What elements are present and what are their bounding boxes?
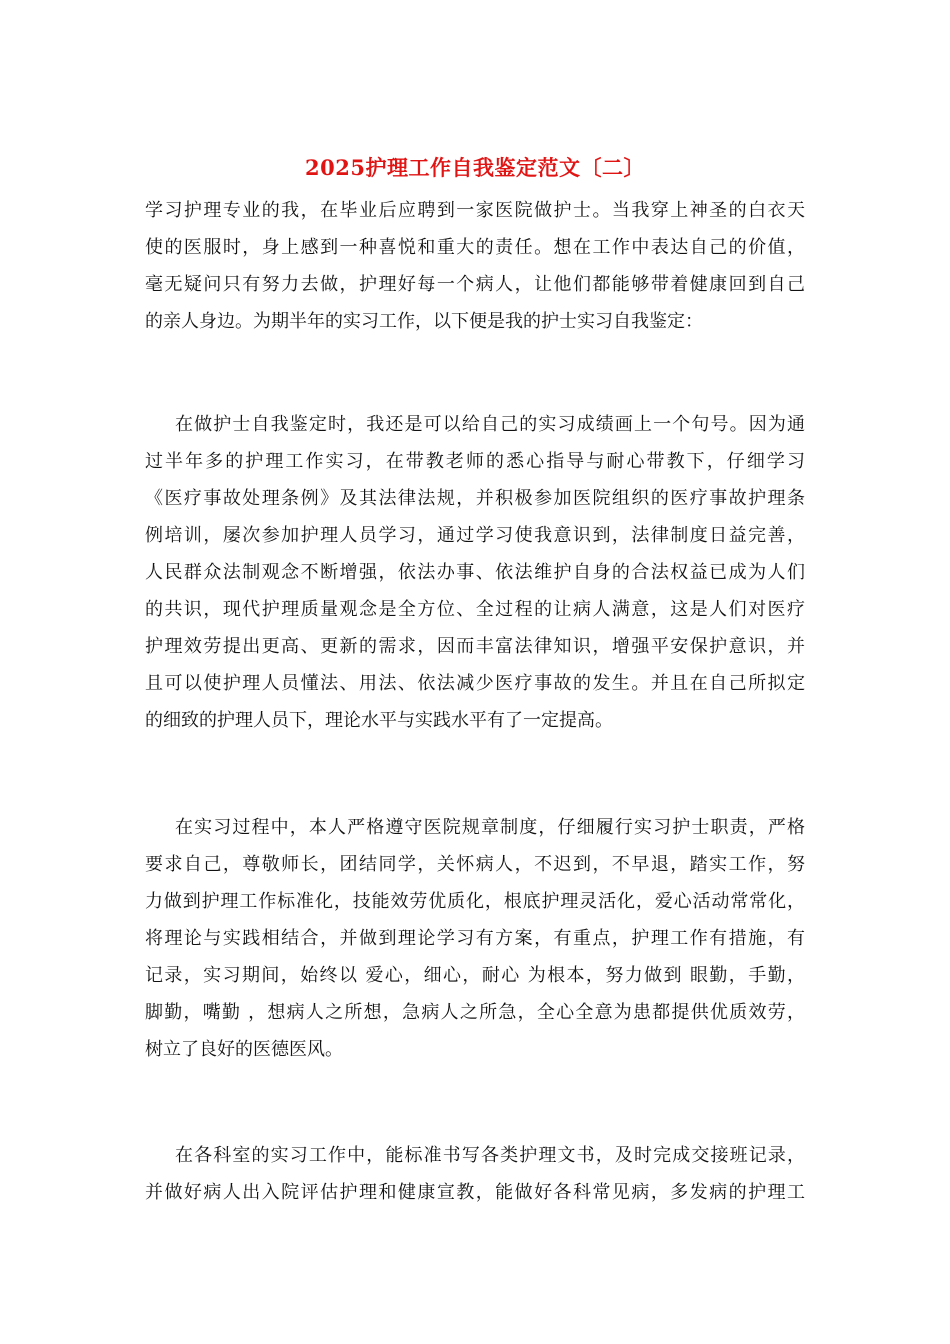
paragraph-line: 在各科室的实习工作中，能标准书写各类护理文书，及时完成交接班记录， bbox=[175, 1145, 805, 1166]
paragraph-line: 要求自己，尊敬师长，团结同学，关怀病人，不迟到，不早退，踏实工作，努 bbox=[145, 854, 805, 875]
paragraph-line: 记录，实习期间，始终以 爱心，细心，耐心 为根本，努力做到 眼勤，手勤， bbox=[145, 965, 805, 986]
paragraph-line: 且可以使护理人员懂法、用法、依法减少医疗事故的发生。并且在自己所拟定 bbox=[145, 673, 805, 694]
paragraph-1 bbox=[145, 192, 805, 340]
paragraph-line: 过半年多的护理工作实习，在带教老师的悉心指导与耐心带教下，仔细学习 bbox=[145, 451, 805, 472]
paragraph-line: 脚勤，嘴勤 ，想病人之所想，急病人之所急，全心全意为患都提供优质效劳， bbox=[145, 1002, 805, 1023]
paragraph-line: 树立了良好的医德医风。 bbox=[145, 1039, 343, 1060]
paragraph-line: 使的医服时，身上感到一种喜悦和重大的责任。想在工作中表达自己的价值， bbox=[145, 237, 805, 258]
paragraph-line: 的共识，现代护理质量观念是全方位、全过程的让病人满意，这是人们对医疗 bbox=[145, 599, 805, 620]
paragraph-line: 《医疗事故处理条例》及其法律法规，并积极参加医院组织的医疗事故护理条 bbox=[145, 488, 805, 509]
paragraph-4 bbox=[145, 1137, 805, 1211]
paragraph-line: 毫无疑问只有努力去做，护理好每一个病人，让他们都能够带着健康回到自己 bbox=[145, 274, 805, 295]
paragraph-line: 例培训，屡次参加护理人员学习，通过学习使我意识到，法律制度日益完善， bbox=[145, 525, 805, 546]
paragraph-line: 在实习过程中，本人严格遵守医院规章制度，仔细履行实习护士职责，严格 bbox=[175, 817, 805, 838]
paragraph-line: 的亲人身边。为期半年的实习工作，以下便是我的护士实习自我鉴定： bbox=[145, 311, 703, 332]
paragraph-line: 人民群众法制观念不断增强，依法办事、依法维护自身的合法权益已成为人们 bbox=[145, 562, 805, 583]
paragraph-2 bbox=[145, 406, 805, 739]
paragraph-line: 学习护理专业的我，在毕业后应聘到一家医院做护士。当我穿上神圣的白衣天 bbox=[145, 200, 805, 221]
paragraph-line: 护理效劳提出更高、更新的需求，因而丰富法律知识，增强平安保护意识，并 bbox=[145, 636, 805, 657]
paragraph-line: 力做到护理工作标准化，技能效劳优质化，根底护理灵活化，爱心活动常常化， bbox=[145, 891, 805, 912]
document-title: 2025护理工作自我鉴定范文〔二〕 bbox=[305, 155, 645, 180]
paragraph-line: 的细致的护理人员下，理论水平与实践水平有了一定提高。 bbox=[145, 710, 613, 731]
paragraph-3 bbox=[145, 809, 805, 1068]
paragraph-line: 在做护士自我鉴定时，我还是可以给自己的实习成绩画上一个句号。因为通 bbox=[175, 414, 805, 435]
paragraph-line: 并做好病人出入院评估护理和健康宣教，能做好各科常见病，多发病的护理工 bbox=[145, 1182, 805, 1203]
paragraph-line: 将理论与实践相结合，并做到理论学习有方案，有重点，护理工作有措施，有 bbox=[145, 928, 805, 949]
